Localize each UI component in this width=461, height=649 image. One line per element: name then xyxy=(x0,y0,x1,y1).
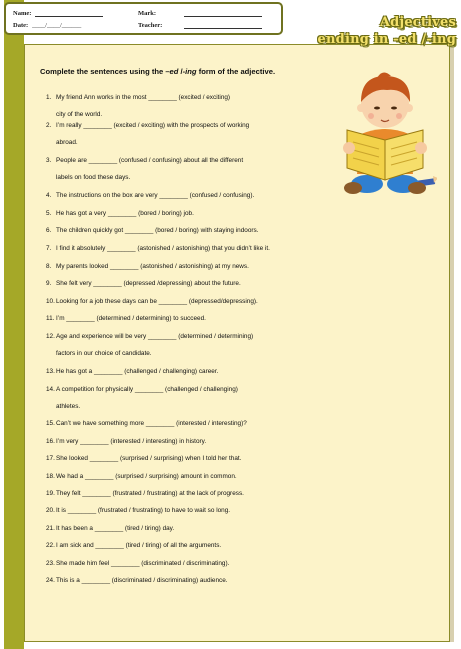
sentence-number: 11. xyxy=(46,315,55,322)
sentence-text[interactable]: I am sick and ________ (tired / tiring) of all the arguments. xyxy=(56,542,222,549)
instructions xyxy=(40,67,360,76)
mark-label: Mark: xyxy=(138,10,157,17)
left-accent-bar xyxy=(4,0,24,649)
sentence-continuation: labels on food these days. xyxy=(56,174,131,181)
sentence-number: 24. xyxy=(46,577,55,584)
sentence-item xyxy=(46,489,244,498)
boy-reading-book-icon xyxy=(337,62,437,197)
sentence-number: 4. xyxy=(46,192,52,199)
sentence-number: 10. xyxy=(46,298,55,305)
sentence-line xyxy=(46,560,229,567)
date-field[interactable]: ____/____/______ xyxy=(32,22,82,29)
sentence-number: 13. xyxy=(46,368,55,375)
sentence-number: 17. xyxy=(46,455,55,462)
sentence-text[interactable]: She felt very ________ (depressed /depressing) about the future. xyxy=(56,280,241,287)
sentence-line xyxy=(46,298,258,305)
sentence-text[interactable]: People are ________ (confused / confusing) about all the different xyxy=(56,157,244,164)
sentence-number: 2. xyxy=(46,122,52,129)
date-label: Date: xyxy=(13,22,29,29)
sentence-item xyxy=(46,156,243,182)
sentence-line xyxy=(46,227,259,234)
sentence-line xyxy=(46,507,230,514)
sentence-text[interactable]: He has got a very ________ (bored / boring) job. xyxy=(56,210,194,217)
sentence-item xyxy=(46,559,229,568)
sentence-text[interactable]: She looked ________ (surprised / surprising) when I told her that. xyxy=(56,455,242,462)
sentence-line xyxy=(46,386,238,393)
name-label: Name: xyxy=(13,10,32,17)
sentence-line xyxy=(46,280,241,287)
sentence-number: 16. xyxy=(46,438,55,445)
sentence-line xyxy=(46,577,228,584)
sentence-text[interactable]: Age and experience will be very ________ (determined / determining) xyxy=(56,333,254,340)
sentence-line xyxy=(46,438,206,445)
name-field[interactable] xyxy=(35,9,103,17)
sentence-text[interactable]: They felt ________ (frustrated / frustrating) at the lack of progress. xyxy=(56,490,244,497)
teacher-field[interactable] xyxy=(184,21,262,29)
instructions-ing: -ing xyxy=(182,67,197,76)
sentence-number: 23. xyxy=(46,560,55,567)
sentence-number: 8. xyxy=(46,263,52,270)
sentence-text[interactable]: I find it absolutely ________ (astonished / astonishing) that you didn’t like it. xyxy=(56,245,270,252)
sentence-item xyxy=(46,367,218,376)
sentence-line xyxy=(46,368,218,375)
sentence-line xyxy=(46,157,243,164)
sentence-text[interactable]: We had a ________ (surprised / surprising) amount in common. xyxy=(56,473,237,480)
sentence-line xyxy=(46,473,237,480)
sentence-item xyxy=(46,437,206,446)
sentence-number: 1. xyxy=(46,94,52,101)
sentence-continuation: abroad. xyxy=(56,139,78,146)
sentence-number: 20. xyxy=(46,507,55,514)
sentence-text[interactable]: It is ________ (frustrated / frustrating) to have to wait so long. xyxy=(56,507,231,514)
mark-row xyxy=(138,7,262,17)
sentence-item xyxy=(46,93,230,119)
sentence-item xyxy=(46,226,259,235)
sentence-line xyxy=(46,210,194,217)
title-line-1: Adjectives xyxy=(379,15,456,30)
sentence-item xyxy=(46,524,174,533)
sentence-number: 3. xyxy=(46,157,52,164)
sentence-text[interactable]: I’m ________ (determined / determining) to succeed. xyxy=(56,315,206,322)
name-row xyxy=(13,7,103,17)
instructions-middle: / xyxy=(178,67,183,76)
sentence-item xyxy=(46,332,253,358)
sentence-continuation: city of the world. xyxy=(56,111,103,118)
sentence-number: 14. xyxy=(46,386,55,393)
instructions-suffix: form of the adjective. xyxy=(196,67,276,76)
sentence-line xyxy=(46,192,254,199)
sentence-item xyxy=(46,472,237,481)
sentence-number: 18. xyxy=(46,473,55,480)
sentence-number: 7. xyxy=(46,245,52,252)
worksheet-title xyxy=(296,14,456,48)
sentence-line xyxy=(46,263,249,270)
instructions-prefix: Complete the sentences using the xyxy=(40,67,166,76)
sentence-continuation: athletes. xyxy=(56,403,81,410)
sentence-item xyxy=(46,454,241,463)
teacher-row xyxy=(138,19,262,29)
sentence-text[interactable]: He has got a ________ (challenged / challenging) career. xyxy=(56,368,219,375)
sentence-text[interactable]: I’m really ________ (excited / exciting) with the prospects of working xyxy=(56,122,250,129)
sentence-item xyxy=(46,121,249,147)
student-info-box xyxy=(4,2,283,35)
sentence-item xyxy=(46,279,241,288)
sentence-number: 19. xyxy=(46,490,55,497)
sentence-text[interactable]: My parents looked ________ (astonished / astonishing) at my news. xyxy=(56,263,249,270)
sentence-line xyxy=(46,542,221,549)
sentence-text[interactable]: The instructions on the box are very ________ (confused / confusing). xyxy=(56,192,255,199)
sentence-item xyxy=(46,191,254,200)
sentence-line xyxy=(46,315,206,322)
sentence-text[interactable]: The children quickly got ________ (bored / boring) with staying indoors. xyxy=(56,227,259,234)
sentence-line xyxy=(46,490,244,497)
sentence-number: 12. xyxy=(46,333,55,340)
teacher-label: Teacher: xyxy=(138,22,163,29)
sentence-text[interactable]: Can’t we have something more ________ (interested / interesting)? xyxy=(56,420,247,427)
sentence-text[interactable]: This is a ________ (discriminated / discriminating) audience. xyxy=(56,577,228,584)
sentence-continuation: factors in our choice of candidate. xyxy=(56,350,152,357)
sentence-line xyxy=(46,525,174,532)
sentence-text[interactable]: She made him feel ________ (discriminated / discriminating). xyxy=(56,560,230,567)
sentence-text[interactable]: It has been a ________ (tired / tiring) day. xyxy=(56,525,175,532)
sentence-text[interactable]: I’m very ________ (interested / interesting) in history. xyxy=(56,438,207,445)
sentence-item xyxy=(46,419,247,428)
sentence-item xyxy=(46,262,249,271)
sentence-line xyxy=(46,333,253,340)
sentence-number: 22. xyxy=(46,542,55,549)
sentence-number: 9. xyxy=(46,280,52,287)
sentence-number: 21. xyxy=(46,525,55,532)
sentence-item xyxy=(46,576,228,585)
date-row xyxy=(13,19,81,29)
title-line-2: ending in -ed /-ing xyxy=(317,32,456,47)
mark-field[interactable] xyxy=(184,9,262,17)
sentence-item xyxy=(46,209,194,218)
sentence-item xyxy=(46,314,206,323)
sentence-number: 15. xyxy=(46,420,55,427)
sentence-item xyxy=(46,244,270,253)
sentence-line xyxy=(46,94,230,101)
sentence-number: 5. xyxy=(46,210,52,217)
sentence-text[interactable]: A competition for physically ________ (challenged / challenging) xyxy=(56,386,238,393)
sentence-number: 6. xyxy=(46,227,52,234)
sentence-line xyxy=(46,245,270,252)
sentence-item xyxy=(46,385,238,411)
sentence-text[interactable]: Looking for a job these days can be ________ (depressed/depressing). xyxy=(56,298,258,305)
sentence-item xyxy=(46,541,221,550)
sentence-line xyxy=(46,122,249,129)
sentence-item xyxy=(46,506,230,515)
sentence-text[interactable]: My friend Ann works in the most ________ (excited / exciting) xyxy=(56,94,231,101)
sentence-line xyxy=(46,455,241,462)
sentence-item xyxy=(46,297,258,306)
instructions-ed: –ed xyxy=(165,67,179,76)
sentence-line xyxy=(46,420,247,427)
